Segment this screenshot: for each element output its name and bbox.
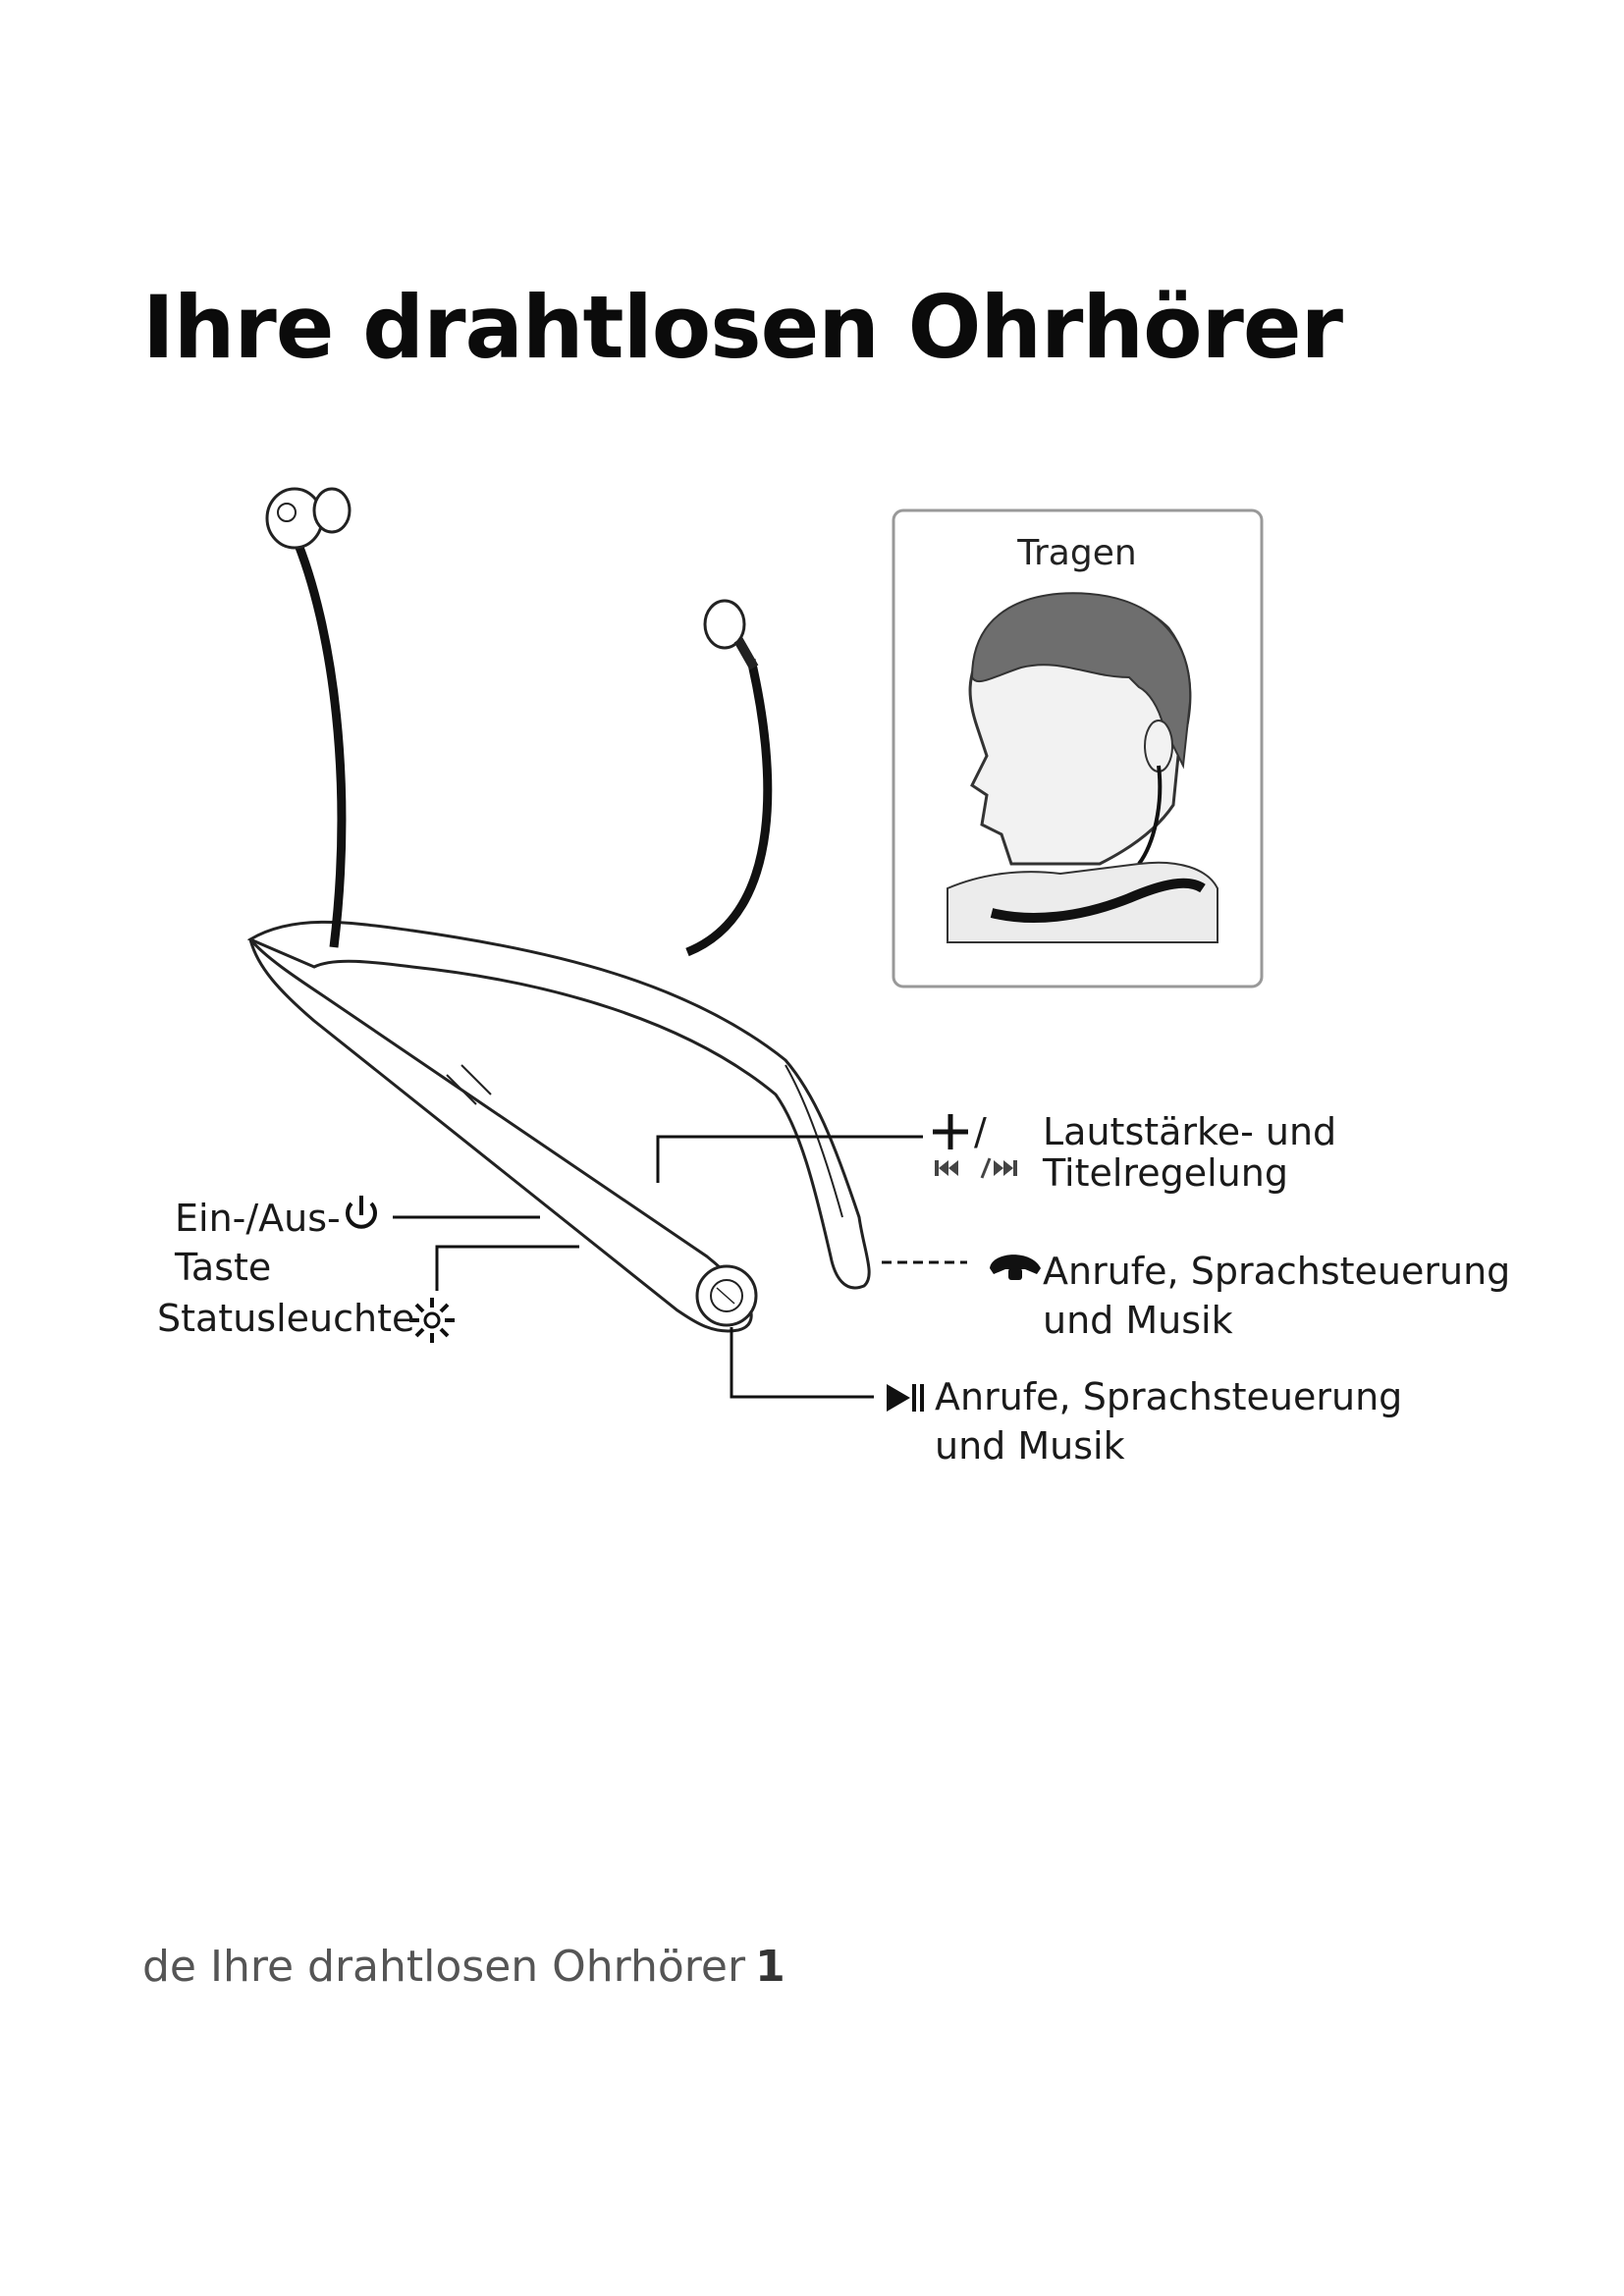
phone-icon — [990, 1255, 1041, 1280]
right-earbud — [687, 601, 768, 952]
left-earbud — [267, 489, 350, 947]
page-number: 1 — [755, 1942, 785, 1992]
power-label-line2: Taste — [175, 1246, 272, 1289]
footer-text: de Ihre drahtlosen Ohrhörer — [142, 1942, 746, 1992]
page-footer — [142, 1942, 785, 1992]
inset-label: Tragen — [1017, 533, 1137, 573]
plus-icon — [933, 1114, 968, 1149]
page-title: Ihre drahtlosen Ohrhörer — [142, 277, 1343, 378]
play-label-line1: Anrufe, Sprachsteuerung — [935, 1375, 1403, 1418]
power-label-line1: Ein-/Aus- — [175, 1197, 341, 1240]
status-light-label: Statusleuchte — [157, 1297, 415, 1340]
call-right-label-line2: und Musik — [1043, 1299, 1233, 1342]
volume-label-line1: Lautstärke- und — [1043, 1110, 1337, 1153]
skip-track-icon — [935, 1158, 1017, 1178]
neckband — [250, 922, 869, 1331]
wearing-inset — [893, 510, 1262, 987]
volume-label-line2: Titelregelung — [1043, 1151, 1288, 1195]
play-label-line2: und Musik — [935, 1424, 1125, 1468]
volume-slash: / — [974, 1110, 987, 1153]
power-icon — [348, 1196, 375, 1227]
call-right-label-line1: Anrufe, Sprachsteuerung — [1043, 1250, 1511, 1293]
play-pause-icon — [887, 1384, 924, 1412]
status-light-icon — [409, 1298, 455, 1343]
